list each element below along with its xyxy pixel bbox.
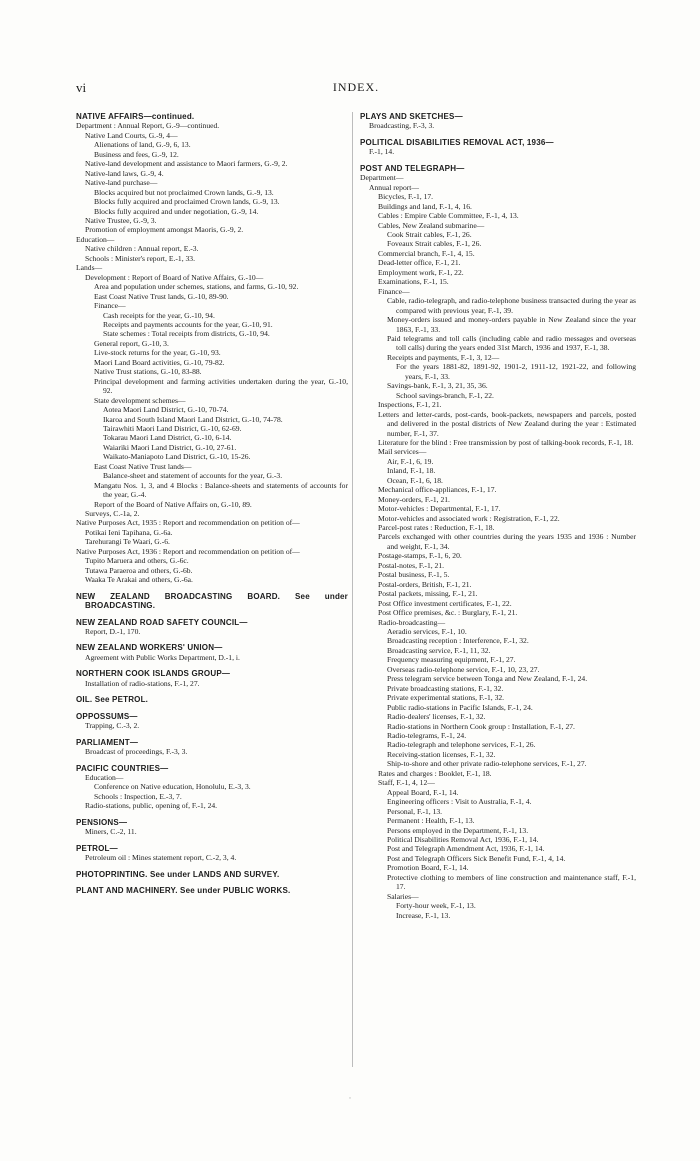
index-entry: Waaka Te Arakai and others, G.-6a. [85, 575, 193, 585]
index-entry: Business and fees, G.-9, 12. [94, 149, 179, 159]
index-entry: Alienations of land, G.-9, 6, 13. [94, 140, 191, 150]
index-entry: Motor-vehicles : Departmental, F.-1, 17. [378, 504, 501, 514]
index-entry: Balance-sheet and statement of accounts for the year, G.-3. [103, 471, 283, 481]
index-entry: Motor-vehicles and associated work : Registration, F.-1, 22. [378, 513, 560, 523]
index-entry: Finance— [94, 301, 126, 311]
index-entry: Staff, F.-1, 4, 12— [378, 778, 435, 788]
index-entry: Installation of radio-stations, F.-1, 27. [85, 678, 200, 688]
index-entry: Increase, F.-1, 13. [396, 910, 451, 920]
index-entry: Schools : Inspection, E.-3, 7. [94, 791, 182, 801]
index-entry: Post Office investment certificates, F.-1, 22. [378, 598, 512, 608]
index-entry: Money-orders issued and money-orders payable in New Zealand since the year 1863, F.-1, 33. [387, 315, 636, 334]
index-entry: Political Disabilities Removal Act, 1936, F.-1, 14. [387, 834, 539, 844]
index-entry: Cash receipts for the year, G.-10, 94. [103, 310, 215, 320]
index-entry: Broadcasting service, F.-1, 11, 32. [387, 645, 491, 655]
index-entry: Radio-stations, public, opening of, F.-1, 24. [85, 801, 218, 811]
page-number: vi [76, 80, 87, 95]
index-entry: Tutawa Paraeroa and others, G.-6b. [85, 565, 193, 575]
index-entry: Literature for the blind : Free transmission by post of talking-book records, F.-1, 18. [378, 437, 634, 447]
index-entry: Waikato-Maniapoto Land District, G.-10, 15-26. [103, 452, 251, 462]
index-entry: Tairawhiti Maori Land District, G.-10, 62-69. [103, 423, 242, 433]
index-entry: Native Land Courts, G.-9, 4— [85, 130, 178, 140]
index-heading: POLITICAL DISABILITIES REMOVAL ACT, 1936— [360, 137, 554, 147]
index-entry: Schools : Minister's report, E.-1, 33. [85, 253, 195, 263]
index-entry: Radio-stations in Northern Cook group : Installation, F.-1, 27. [387, 721, 575, 731]
index-entry: Petroleum oil : Mines statement report, C.-2, 3, 4. [85, 853, 237, 863]
index-heading: NATIVE AFFAIRS—continued. [76, 112, 195, 121]
index-entry: Cable, radio-telegraph, and radio-telephone business transacted during the year as compared with previous year, F.-1, 39. [387, 296, 636, 315]
index-heading: PHOTOPRINTING. See under LANDS AND SURVEY. [76, 869, 280, 879]
index-entry: Private experimental stations, F.-1, 32. [387, 693, 505, 703]
index-entry: Promotion of employment amongst Maoris, G.-9, 2. [85, 225, 244, 235]
index-entry: Native Trust stations, G.-10, 83-88. [94, 367, 202, 377]
index-entry: Postal-notes, F.-1, 21. [378, 560, 445, 570]
index-entry: Paid telegrams and toll calls (including cable and radio messages and overseas toll calls) during the years ended 31st March, 1936 and 1937, F.-1, 38. [387, 333, 636, 353]
index-entry: Public radio-stations in Pacific Islands, F.-1, 24. [387, 702, 533, 712]
index-heading: PARLIAMENT— [76, 737, 139, 747]
index-entry: Aotea Maori Land District, G.-10, 70-74. [103, 405, 229, 415]
index-entry: Inspections, F.-1, 21. [378, 400, 442, 410]
index-entry: Tarehurangi Te Waari, G.-6. [85, 537, 170, 547]
index-column-right [360, 112, 636, 920]
index-entry: Appeal Board, F.-1, 14. [387, 787, 459, 797]
index-entry: Live-stock returns for the year, G.-10, 93. [94, 348, 221, 358]
index-entry: Mechanical office-appliances, F.-1, 17. [378, 485, 497, 495]
index-entry: Report of the Board of Native Affairs on, G.-10, 89. [94, 499, 252, 509]
index-entry: Inland, F.-1, 18. [387, 466, 436, 476]
index-entry: Broadcast of proceedings, F.-3, 3. [85, 747, 188, 757]
index-entry: School savings-branch, F.-1, 22. [396, 390, 494, 400]
index-entry: Native Purposes Act, 1935 : Report and recommendation on petition of— [76, 518, 300, 528]
index-entry: Foveaux Strait cables, F.-1, 26. [387, 239, 482, 249]
index-entry: Blocks fully acquired and proclaimed Crown lands, G.-9, 13. [94, 197, 280, 207]
index-entry: Salaries— [387, 891, 419, 901]
index-entry: Parcel-post rates : Reduction, F.-1, 18. [378, 523, 495, 533]
index-entry: Miners, C.-2, 11. [85, 827, 137, 837]
index-entry: State development schemes— [94, 395, 186, 405]
index-entry: Department— [360, 173, 404, 183]
index-entry: Postage-stamps, F.-1, 6, 20. [378, 551, 462, 561]
index-entry: Ikaroa and South Island Maori Land District, G.-10, 74-78. [103, 414, 283, 424]
index-entry: Lands— [76, 263, 103, 273]
index-entry: Ocean, F.-1, 6, 18. [387, 475, 443, 485]
index-entry: East Coast Native Trust lands— [94, 461, 192, 471]
index-entry: Blocks acquired but not proclaimed Crown lands, G.-9, 13. [94, 187, 274, 197]
index-entry: Bicycles, F.-1, 17. [378, 192, 434, 202]
index-entry: Education— [85, 773, 124, 782]
index-entry: Receiving-station licenses, F.-1, 32. [387, 749, 496, 759]
index-entry: Cables : Empire Cable Committee, F.-1, 4, 13. [378, 211, 519, 221]
index-entry: Post and Telegraph Officers Sick Benefit Fund, F.-1, 4, 14. [387, 853, 566, 863]
column-divider [352, 112, 353, 1067]
index-entry: Personal, F.-1, 13. [387, 806, 443, 816]
index-entry: Persons employed in the Department, F.-1, 13. [387, 825, 529, 835]
index-entry: Post and Telegraph Amendment Act, 1936, F.-1, 14. [387, 844, 545, 854]
index-heading: OPPOSSUMS— [76, 711, 138, 721]
index-entry: Trapping, C.-3, 2. [85, 721, 140, 731]
index-entry: Postal packets, missing, F.-1, 21. [378, 589, 478, 599]
index-entry: Native-land laws, G.-9, 4. [85, 168, 164, 178]
index-heading: NEW ZEALAND BROADCASTING BOARD. See under BROADCASTING. [76, 591, 348, 611]
index-entry: Broadcasting, F.-3, 3. [369, 121, 435, 131]
index-entry: Radio-broadcasting— [378, 617, 446, 627]
index-entry: Department : Annual Report, G.-9—continued. [76, 121, 220, 131]
index-entry: Employment work, F.-1, 22. [378, 267, 464, 277]
index-entry: Parcels exchanged with other countries during the years 1935 and 1936 : Number and weight, F.-1, 34. [378, 532, 636, 551]
index-entry: Potikai Ieni Tapihana, G.-6a. [85, 527, 173, 537]
index-heading: PENSIONS— [76, 817, 128, 827]
index-entry: Mail services— [378, 447, 427, 457]
index-heading: PACIFIC COUNTRIES— [76, 763, 169, 773]
index-entry: Promotion Board, F.-1, 14. [387, 863, 469, 873]
index-entry: Native children : Annual report, E.-3. [85, 244, 199, 254]
index-entry: Dead-letter office, F.-1, 21. [378, 258, 461, 268]
index-entry: Tokarau Maori Land District, G.-10, 6-14. [103, 433, 232, 443]
index-entry: State schemes : Total receipts from districts, G.-10, 94. [103, 329, 270, 339]
index-entry: Examinations, F.-1, 15. [378, 277, 449, 287]
index-entry: Receipts and payments, F.-1, 3, 12— [387, 352, 500, 362]
index-entry: Blocks fully acquired and under negotiation, G.-9, 14. [94, 206, 259, 216]
index-heading: PETROL— [76, 843, 118, 853]
index-entry: Tupito Maruera and others, G.-6c. [85, 556, 189, 566]
index-heading: PLAYS AND SKETCHES— [360, 112, 463, 121]
index-entry: Receipts and payments accounts for the year, G.-10, 91. [103, 319, 273, 329]
index-entry: Radio-dealers' licenses, F.-1, 32. [387, 712, 486, 722]
index-heading: PLANT AND MACHINERY. See under PUBLIC WORKS. [76, 886, 291, 896]
index-entry: Postal-orders, British, F.-1, 21. [378, 579, 472, 589]
index-entry: Native-land purchase— [85, 178, 158, 188]
index-entry: Forty-hour week, F.-1, 13. [396, 901, 476, 911]
index-heading: NEW ZEALAND ROAD SAFETY COUNCIL— [76, 617, 248, 627]
index-entry: Radio-telegraph and telephone services, F.-1, 26. [387, 740, 536, 750]
index-entry: Radio-telegrams, F.-1, 24. [387, 731, 467, 740]
index-entry: For the years 1881-82, 1891-92, 1901-2, 1911-12, 1921-22, and following years, F.-1, 33. [396, 362, 636, 381]
index-entry: Cook Strait cables, F.-1, 26. [387, 229, 472, 239]
index-entry: Native Purposes Act, 1936 : Report and recommendation on petition of— [76, 546, 300, 556]
index-entry: Conference on Native education, Honolulu, E.-3, 3. [94, 782, 251, 792]
index-entry: Savings-bank, F.-1, 3, 21, 35, 36. [387, 381, 488, 391]
index-entry: General report, G.-10, 3. [94, 338, 169, 348]
index-entry: Agreement with Public Works Department, D.-1, i. [85, 652, 240, 662]
index-entry: Overseas radio-telephone service, F.-1, 10, 23, 27. [387, 664, 540, 674]
index-entry: Rates and charges : Booklet, F.-1, 18. [378, 768, 492, 778]
index-entry: Press telegram service between Tonga and New Zealand, F.-1, 24. [387, 674, 588, 684]
index-entry: Air, F.-1, 6, 19. [387, 456, 434, 466]
index-entry: Commercial branch, F.-1, 4, 15. [378, 248, 475, 258]
index-entry: Money-orders, F.-1, 21. [378, 494, 450, 504]
index-entry: Frequency measuring equipment, F.-1, 27. [387, 655, 516, 665]
index-entry: Ship-to-shore and other private radio-telephone services, F.-1, 27. [387, 759, 587, 769]
index-entry: Finance— [378, 286, 410, 296]
index-entry: Mangatu Nos. 1, 3, and 4 Blocks : Balance-sheets and statements of accounts for the year, G.-4. [94, 480, 348, 500]
index-entry: Permanent : Health, F.-1, 13. [387, 816, 475, 826]
index-entry: Private broadcasting stations, F.-1, 32. [387, 683, 504, 693]
index-entry: Protective clothing to members of line construction and maintenance staff, F.-1, 17. [387, 872, 636, 892]
index-entry: Engineering officers : Visit to Australia, F.-1, 4. [387, 797, 532, 807]
page-title: INDEX. [332, 80, 380, 94]
index-entry: Surveys, C.-1a, 2. [85, 509, 140, 519]
index-heading: NEW ZEALAND WORKERS' UNION— [76, 643, 223, 653]
index-entry: Development : Report of Board of Native Affairs, G.-10— [85, 272, 264, 282]
index-entry: Area and population under schemes, stations, and farms, G.-10, 92. [94, 282, 299, 292]
index-heading: NORTHERN COOK ISLANDS GROUP— [76, 669, 231, 679]
index-column-left [76, 112, 348, 896]
page-footer-mark: · [348, 1093, 352, 1103]
index-entry: Broadcasting reception : Interference, F.-1, 32. [387, 636, 529, 646]
index-entry: Education— [76, 234, 115, 244]
index-entry: Annual report— [369, 182, 419, 192]
index-entry: Report, D.-1, 170. [85, 627, 141, 637]
index-entry: Maori Land Board activities, G.-10, 79-82. [94, 357, 225, 367]
page-header [76, 80, 636, 96]
index-entry: F.-1, 14. [369, 147, 395, 157]
index-entry: Principal development and farming activities undertaken during the year, G.-10, 92. [94, 376, 348, 396]
index-entry: Cables, New Zealand submarine— [378, 220, 485, 230]
index-entry: Post Office premises, &c. : Burglary, F.-1, 21. [378, 608, 518, 618]
index-entry: Postal business, F.-1, 5. [378, 570, 450, 580]
index-entry: Aeradio services, F.-1, 10. [387, 627, 467, 637]
index-entry: East Coast Native Trust lands, G.-10, 89-90. [94, 291, 229, 301]
index-heading: POST AND TELEGRAPH— [360, 163, 465, 173]
index-entry: Buildings and land, F.-1, 4, 16. [378, 201, 472, 211]
index-entry: Letters and letter-cards, post-cards, book-packets, newspapers and parcels, posted and delivered in the postal districts of New Zealand during the year : Estimated number, F.-1, 37. [378, 409, 636, 438]
index-heading: OIL. See PETROL. [76, 695, 149, 705]
index-entry: Native-land development and assistance to Maori farmers, G.-9, 2. [85, 159, 288, 169]
index-entry: Waiariki Maori Land District, G.-10, 27-61. [103, 442, 237, 452]
index-entry: Native Trustee, G.-9, 3. [85, 215, 157, 225]
